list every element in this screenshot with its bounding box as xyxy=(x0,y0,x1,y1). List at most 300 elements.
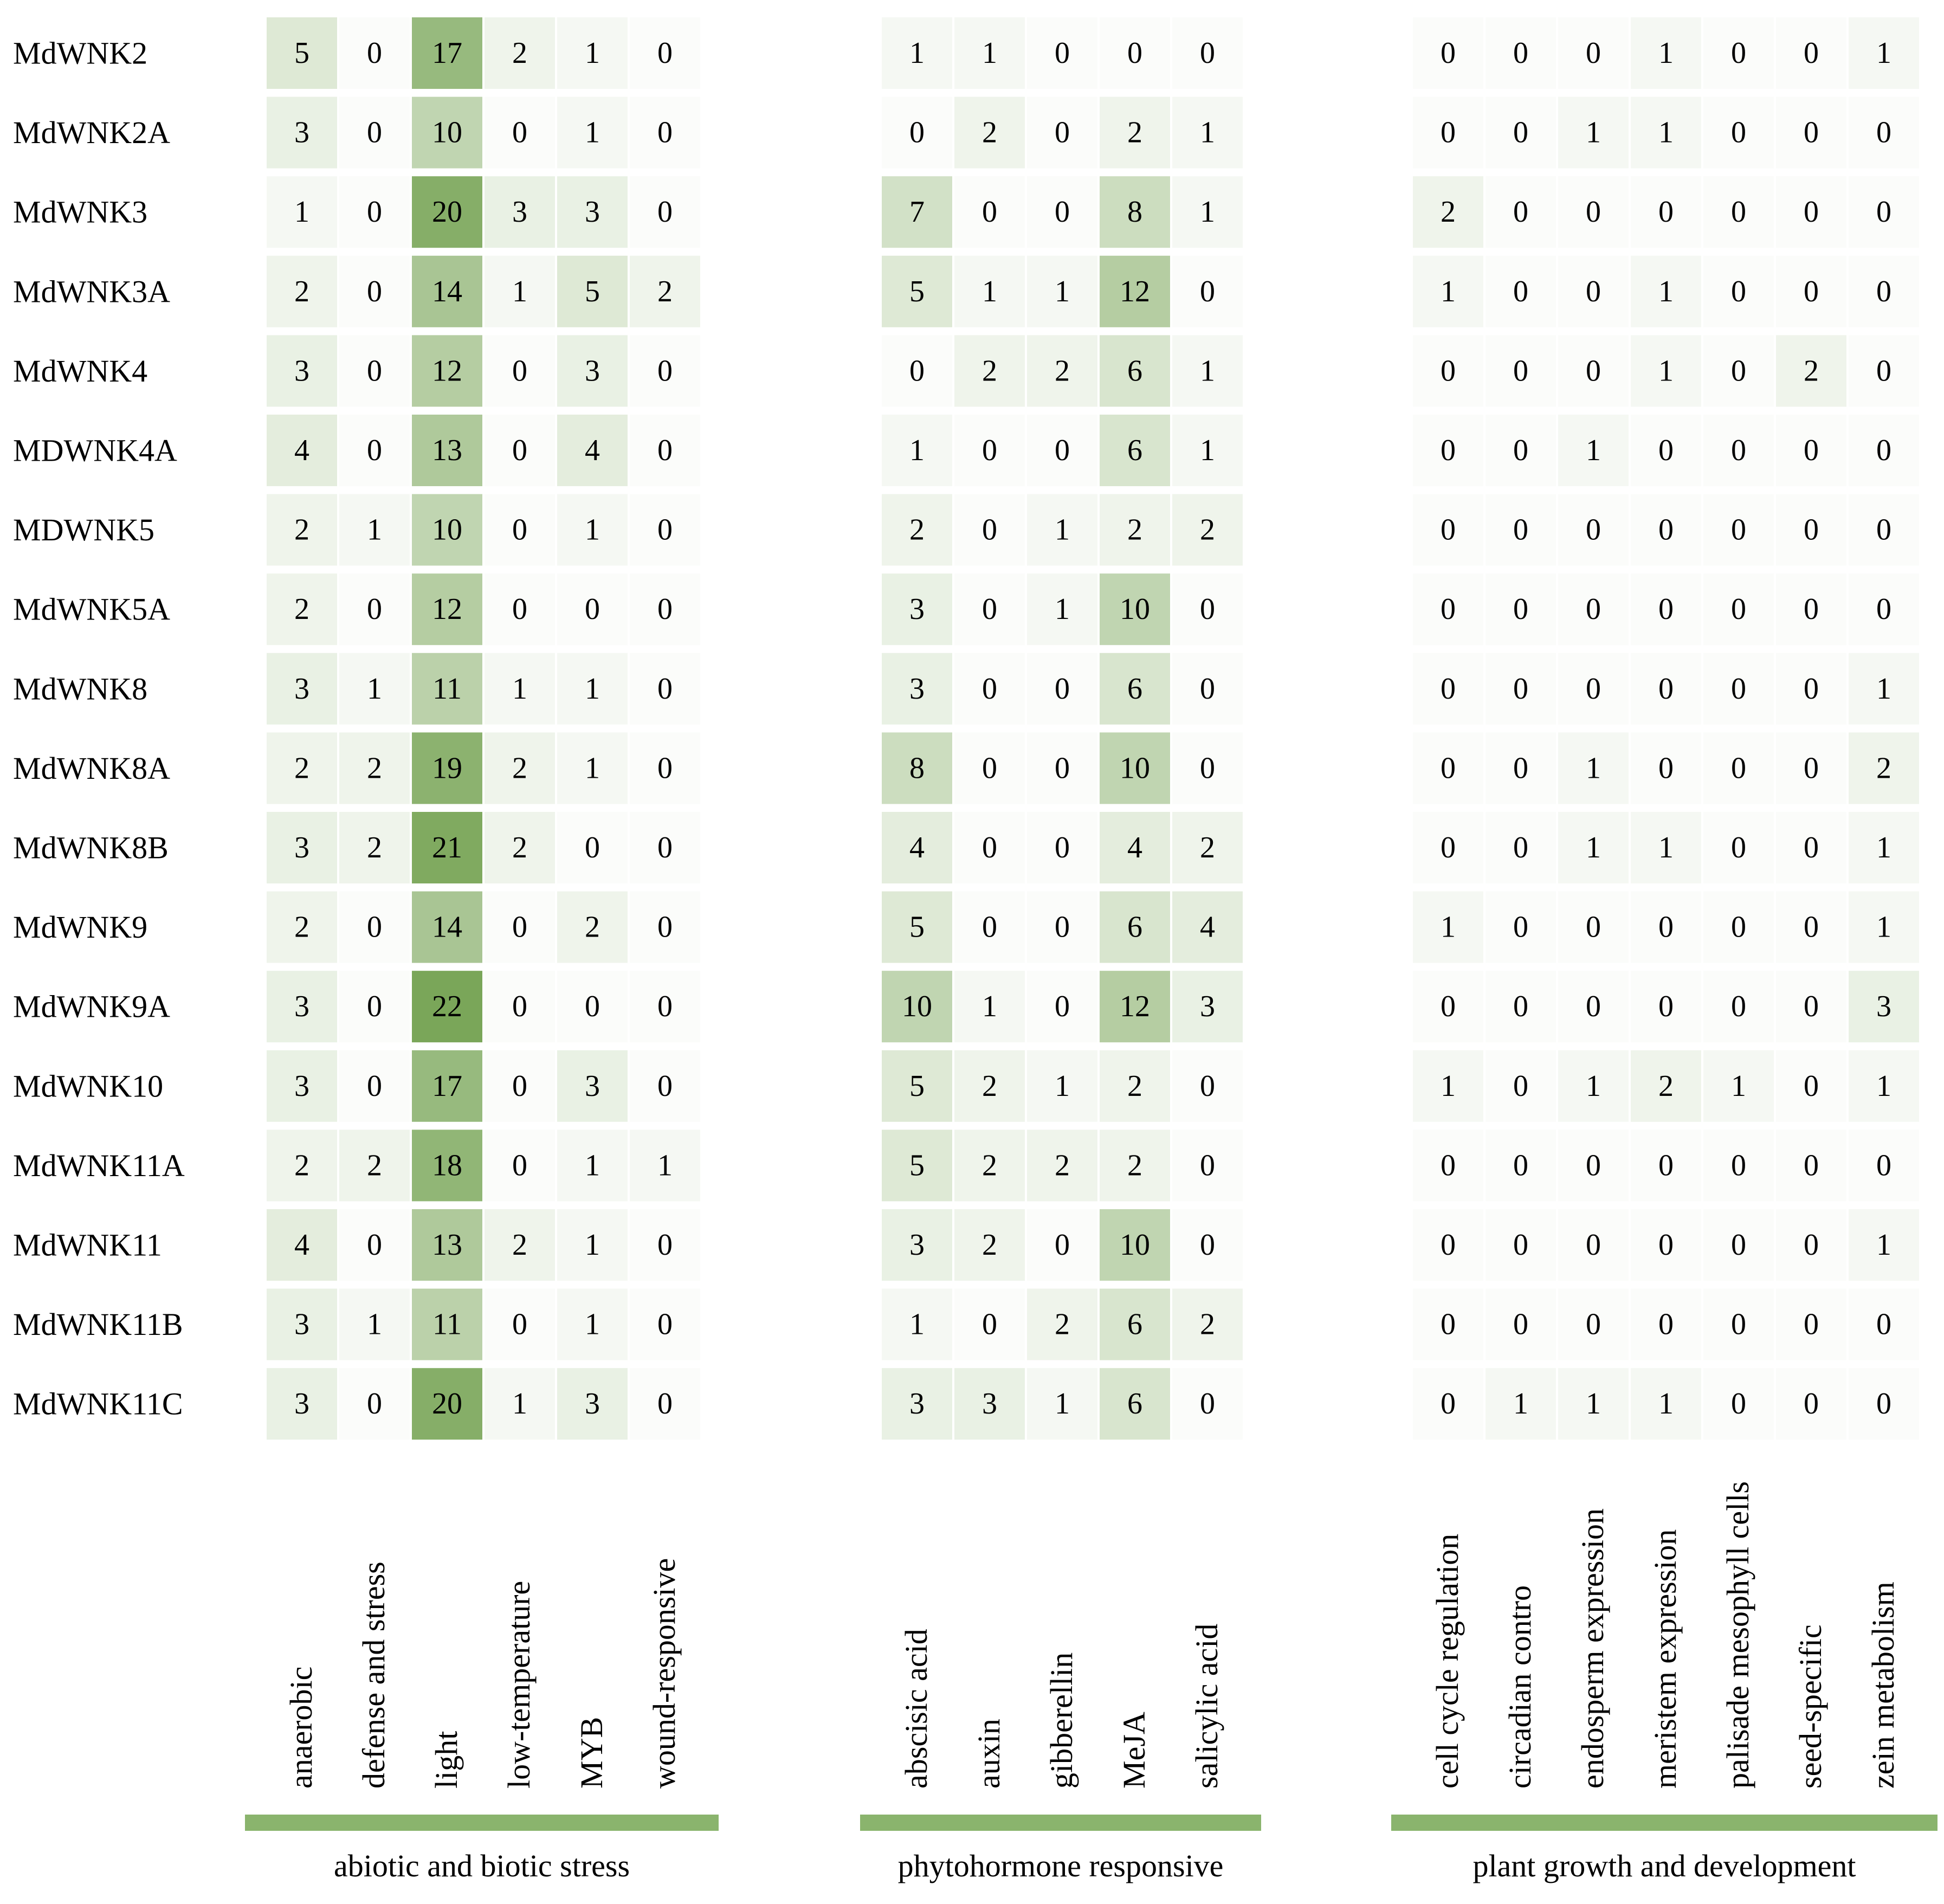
cell-value-label: 0 xyxy=(1731,354,1746,388)
cell-value-label: 2 xyxy=(1055,1307,1070,1341)
cell-value-label: 0 xyxy=(1804,672,1819,706)
cell-value-label: 10 xyxy=(1120,751,1150,785)
row-label: MDWNK5 xyxy=(13,512,154,548)
cell-value-label: 1 xyxy=(657,1148,673,1183)
cell-value-label: 0 xyxy=(657,354,673,388)
cell-value-label: 2 xyxy=(512,751,527,785)
cell-value-label: 1 xyxy=(1055,513,1070,547)
cell-value-label: 0 xyxy=(1200,36,1215,70)
cell-value-label: 0 xyxy=(1731,910,1746,944)
cell-value-label: 0 xyxy=(1804,274,1819,308)
cell-value-label: 0 xyxy=(1513,1307,1528,1341)
cell-value-label: 0 xyxy=(1804,513,1819,547)
cell-value-label: 11 xyxy=(432,672,462,706)
cell-value-label: 22 xyxy=(432,990,462,1024)
cell-value-label: 0 xyxy=(1441,990,1456,1024)
cell-value-label: 2 xyxy=(294,751,309,785)
cell-value-label: 0 xyxy=(657,1228,673,1262)
cell-value-label: 3 xyxy=(1876,990,1891,1024)
cell-value-label: 0 xyxy=(1804,751,1819,785)
cell-value-label: 1 xyxy=(1441,274,1456,308)
cell-value-label: 0 xyxy=(1513,434,1528,467)
row-label: MdWNK9 xyxy=(13,909,148,945)
cell-value-label: 0 xyxy=(367,36,382,70)
row-label: MdWNK10 xyxy=(13,1068,164,1104)
cell-value-label: 0 xyxy=(585,831,600,864)
cell-value-label: 5 xyxy=(909,910,925,944)
cell-value-label: 0 xyxy=(367,910,382,944)
cell-value-label: 0 xyxy=(657,990,673,1024)
cell-value-label: 0 xyxy=(1804,1307,1819,1341)
cell-value-label: 0 xyxy=(1200,1148,1215,1183)
row-label: MdWNK4 xyxy=(13,353,148,389)
cell-value-label: 0 xyxy=(367,1069,382,1103)
cell-value-label: 0 xyxy=(512,115,527,150)
cell-value-label: 0 xyxy=(1513,115,1528,150)
cell-value-label: 0 xyxy=(1658,513,1674,547)
cell-value-label: 0 xyxy=(909,354,925,388)
cell-value-label: 0 xyxy=(1200,274,1215,308)
cell-value-label: 0 xyxy=(1658,751,1674,785)
cell-value-label: 0 xyxy=(982,1307,997,1341)
cell-value-label: 3 xyxy=(585,1069,600,1103)
column-label: cell cycle regulation xyxy=(1430,1533,1465,1789)
cell-value-label: 0 xyxy=(1731,990,1746,1024)
cell-value-label: 0 xyxy=(1804,1148,1819,1183)
cell-value-label: 2 xyxy=(1055,1148,1070,1183)
cell-value-label: 0 xyxy=(1731,274,1746,308)
cell-value-label: 19 xyxy=(432,751,462,785)
cell-value-label: 0 xyxy=(982,513,997,547)
cell-value-label: 0 xyxy=(1876,115,1891,150)
cell-value-label: 0 xyxy=(1513,1228,1528,1262)
cell-value-label: 2 xyxy=(982,354,997,388)
row-label: MdWNK2 xyxy=(13,35,148,71)
column-label: endosperm expression xyxy=(1575,1508,1610,1789)
cell-value-label: 2 xyxy=(294,274,309,308)
cell-value-label: 2 xyxy=(294,910,309,944)
cell-value-label: 0 xyxy=(657,195,673,229)
cell-value-label: 0 xyxy=(1055,910,1070,944)
cell-value-label: 3 xyxy=(585,1387,600,1421)
cell-value-label: 0 xyxy=(1441,513,1456,547)
cell-value-label: 1 xyxy=(1200,434,1215,467)
cell-value-label: 1 xyxy=(512,274,527,308)
cell-value-label: 1 xyxy=(1586,831,1601,864)
cell-value-label: 0 xyxy=(367,1387,382,1421)
column-label: circadian contro xyxy=(1502,1585,1538,1789)
cell-value-label: 0 xyxy=(1731,751,1746,785)
cell-value-label: 0 xyxy=(1055,1228,1070,1262)
cell-value-label: 0 xyxy=(1513,910,1528,944)
cell-value-label: 0 xyxy=(1441,1228,1456,1262)
cell-value-label: 0 xyxy=(1731,831,1746,864)
cell-value-label: 0 xyxy=(1876,434,1891,467)
cell-value-label: 0 xyxy=(657,910,673,944)
cell-value-label: 0 xyxy=(1055,990,1070,1024)
cell-value-label: 0 xyxy=(982,751,997,785)
cell-value-label: 0 xyxy=(1200,672,1215,706)
cell-value-label: 0 xyxy=(1658,910,1674,944)
cell-value-label: 1 xyxy=(1055,274,1070,308)
column-label: MeJA xyxy=(1116,1712,1152,1789)
cell-value-label: 6 xyxy=(1127,1307,1142,1341)
cell-value-label: 0 xyxy=(367,274,382,308)
cell-value-label: 0 xyxy=(1200,592,1215,627)
cell-value-label: 0 xyxy=(1055,672,1070,706)
column-label: MYB xyxy=(574,1716,609,1789)
cell-value-label: 1 xyxy=(1586,434,1601,467)
cell-value-label: 0 xyxy=(1513,274,1528,308)
row-label: MdWNK3A xyxy=(13,274,170,309)
cell-value-label: 0 xyxy=(982,831,997,864)
cell-value-label: 2 xyxy=(1127,115,1142,150)
cell-value-label: 3 xyxy=(294,831,309,864)
cell-value-label: 6 xyxy=(1127,354,1142,388)
cell-value-label: 5 xyxy=(585,274,600,308)
cell-value-label: 3 xyxy=(294,1307,309,1341)
group-label: abiotic and biotic stress xyxy=(333,1848,630,1883)
cell-value-label: 2 xyxy=(1658,1069,1674,1103)
cell-value-label: 0 xyxy=(1586,1228,1601,1262)
cell-value-label: 0 xyxy=(1586,354,1601,388)
cell-value-label: 3 xyxy=(1200,990,1215,1024)
cell-value-label: 3 xyxy=(909,592,925,627)
cell-value-label: 0 xyxy=(1441,592,1456,627)
cell-value-label: 3 xyxy=(512,195,527,229)
cell-value-label: 1 xyxy=(909,1307,925,1341)
cell-value-label: 12 xyxy=(1120,274,1150,308)
cell-value-label: 2 xyxy=(367,1148,382,1183)
cell-value-label: 0 xyxy=(1731,1228,1746,1262)
cell-value-label: 0 xyxy=(1200,1387,1215,1421)
row-labels xyxy=(13,36,185,1422)
cell-value-label: 2 xyxy=(367,751,382,785)
cell-value-label: 0 xyxy=(585,592,600,627)
cell-value-label: 5 xyxy=(909,274,925,308)
cell-value-label: 0 xyxy=(1513,195,1528,229)
column-label: wound-responsive xyxy=(647,1558,682,1789)
row-label: MdWNK2A xyxy=(13,115,170,151)
cell-value-label: 12 xyxy=(432,354,462,388)
cell-value-label: 4 xyxy=(1200,910,1215,944)
cell-value-label: 0 xyxy=(1658,1228,1674,1262)
group-bar xyxy=(245,1815,719,1831)
cell-value-label: 17 xyxy=(432,1069,462,1103)
cell-value-label: 0 xyxy=(367,434,382,467)
cell-value-label: 0 xyxy=(1876,1387,1891,1421)
cell-value-label: 1 xyxy=(585,513,600,547)
column-label: light xyxy=(429,1731,464,1789)
cell-value-label: 2 xyxy=(982,1069,997,1103)
cell-value-label: 0 xyxy=(657,1307,673,1341)
column-label: abscisic acid xyxy=(899,1629,934,1789)
column-label: anaerobic xyxy=(283,1666,319,1789)
cell-value-label: 14 xyxy=(432,910,462,944)
cell-value-label: 18 xyxy=(432,1148,462,1183)
cell-value-label: 2 xyxy=(1200,831,1215,864)
cell-value-label: 0 xyxy=(1658,672,1674,706)
cell-value-label: 0 xyxy=(1876,513,1891,547)
cell-value-label: 0 xyxy=(1586,1148,1601,1183)
cell-value-label: 5 xyxy=(909,1069,925,1103)
cell-value-label: 0 xyxy=(909,115,925,150)
cell-value-label: 1 xyxy=(585,672,600,706)
cell-value-label: 0 xyxy=(982,672,997,706)
cell-value-label: 3 xyxy=(294,1069,309,1103)
cell-value-label: 0 xyxy=(1586,513,1601,547)
cell-value-label: 0 xyxy=(1441,1148,1456,1183)
cell-value-label: 0 xyxy=(657,434,673,467)
cell-value-label: 3 xyxy=(585,195,600,229)
cell-value-label: 4 xyxy=(909,831,925,864)
cell-value-label: 4 xyxy=(294,434,309,467)
cell-value-label: 1 xyxy=(1658,36,1674,70)
cell-value-label: 0 xyxy=(1876,274,1891,308)
cell-value-label: 1 xyxy=(367,672,382,706)
cell-value-label: 0 xyxy=(367,592,382,627)
row-label: MdWNK5A xyxy=(13,591,170,627)
cell-value-label: 1 xyxy=(1586,1387,1601,1421)
cell-value-label: 0 xyxy=(1441,36,1456,70)
cell-value-label: 0 xyxy=(1441,831,1456,864)
cell-value-label: 0 xyxy=(512,513,527,547)
cell-value-label: 4 xyxy=(294,1228,309,1262)
cell-value-label: 8 xyxy=(909,751,925,785)
cell-value-label: 1 xyxy=(585,115,600,150)
cell-value-label: 20 xyxy=(432,195,462,229)
cell-value-label: 0 xyxy=(1441,751,1456,785)
cell-value-label: 0 xyxy=(1586,274,1601,308)
cell-value-label: 2 xyxy=(1876,751,1891,785)
cell-value-label: 2 xyxy=(1127,513,1142,547)
cell-value-label: 1 xyxy=(1441,1069,1456,1103)
cell-value-label: 0 xyxy=(1055,36,1070,70)
cell-value-label: 0 xyxy=(1658,592,1674,627)
cell-value-label: 6 xyxy=(1127,672,1142,706)
cell-value-label: 0 xyxy=(1586,195,1601,229)
cell-value-label: 0 xyxy=(1804,990,1819,1024)
cell-value-label: 3 xyxy=(294,354,309,388)
cell-value-label: 0 xyxy=(512,434,527,467)
cell-value-label: 0 xyxy=(1804,195,1819,229)
cell-value-label: 1 xyxy=(585,1307,600,1341)
cell-value-label: 3 xyxy=(585,354,600,388)
cell-value-label: 0 xyxy=(512,990,527,1024)
cell-value-label: 1 xyxy=(1876,831,1891,864)
cell-value-label: 0 xyxy=(512,354,527,388)
cell-value-label: 2 xyxy=(982,1148,997,1183)
cell-value-label: 1 xyxy=(1658,1387,1674,1421)
cell-value-label: 1 xyxy=(585,751,600,785)
cell-value-label: 2 xyxy=(909,513,925,547)
cell-value-label: 1 xyxy=(1586,115,1601,150)
cell-value-label: 2 xyxy=(657,274,673,308)
cell-value-label: 0 xyxy=(1055,831,1070,864)
cell-value-label: 0 xyxy=(1441,1307,1456,1341)
cell-value-label: 1 xyxy=(367,1307,382,1341)
cell-value-label: 0 xyxy=(1658,1148,1674,1183)
cell-value-label: 6 xyxy=(1127,434,1142,467)
cell-value-label: 0 xyxy=(1876,592,1891,627)
cell-value-label: 2 xyxy=(1200,1307,1215,1341)
cell-value-label: 0 xyxy=(1441,434,1456,467)
cell-value-label: 1 xyxy=(982,274,997,308)
cell-value-label: 0 xyxy=(1731,36,1746,70)
cell-value-label: 2 xyxy=(512,36,527,70)
cell-value-label: 1 xyxy=(1586,1069,1601,1103)
cell-value-label: 0 xyxy=(1876,1307,1891,1341)
cell-value-label: 3 xyxy=(909,1228,925,1262)
cell-value-label: 1 xyxy=(367,513,382,547)
cell-value-label: 0 xyxy=(1513,354,1528,388)
cell-value-label: 0 xyxy=(1586,910,1601,944)
cell-value-label: 2 xyxy=(1441,195,1456,229)
cell-value-label: 0 xyxy=(1731,115,1746,150)
cell-value-label: 0 xyxy=(1731,1148,1746,1183)
column-label: zein metabolism xyxy=(1865,1582,1901,1789)
cell-value-label: 2 xyxy=(1127,1148,1142,1183)
cell-value-label: 3 xyxy=(294,115,309,150)
cell-value-label: 0 xyxy=(657,1387,673,1421)
cell-value-label: 2 xyxy=(512,831,527,864)
cell-value-label: 1 xyxy=(294,195,309,229)
column-label: gibberellin xyxy=(1044,1652,1079,1789)
cell-value-label: 1 xyxy=(1055,1387,1070,1421)
cell-value-label: 11 xyxy=(432,1307,462,1341)
cell-value-label: 0 xyxy=(1513,36,1528,70)
cell-value-label: 2 xyxy=(367,831,382,864)
cell-value-label: 0 xyxy=(1731,672,1746,706)
cell-value-label: 1 xyxy=(1441,910,1456,944)
cell-value-label: 0 xyxy=(657,751,673,785)
row-label: MdWNK11C xyxy=(13,1386,183,1422)
cell-value-label: 0 xyxy=(1731,1387,1746,1421)
cell-value-label: 1 xyxy=(1876,36,1891,70)
cell-value-label: 0 xyxy=(1731,195,1746,229)
cell-value-label: 0 xyxy=(1658,434,1674,467)
cell-value-label: 1 xyxy=(1055,592,1070,627)
cell-value-label: 0 xyxy=(1513,751,1528,785)
cell-value-label: 2 xyxy=(512,1228,527,1262)
cell-value-label: 0 xyxy=(1876,195,1891,229)
cell-value-label: 0 xyxy=(512,592,527,627)
cell-value-label: 0 xyxy=(1586,672,1601,706)
cell-value-label: 0 xyxy=(1804,1069,1819,1103)
cell-value-label: 2 xyxy=(982,115,997,150)
row-label: MdWNK11A xyxy=(13,1147,185,1183)
cell-value-label: 0 xyxy=(657,36,673,70)
cell-value-label: 0 xyxy=(1804,1228,1819,1262)
cell-value-label: 1 xyxy=(1200,195,1215,229)
cell-value-label: 2 xyxy=(1055,354,1070,388)
cell-value-label: 0 xyxy=(1055,115,1070,150)
cell-value-label: 10 xyxy=(432,513,462,547)
cell-value-label: 2 xyxy=(585,910,600,944)
cell-value-label: 0 xyxy=(1513,990,1528,1024)
cell-value-label: 0 xyxy=(982,592,997,627)
cell-value-label: 3 xyxy=(909,672,925,706)
cell-value-label: 0 xyxy=(1055,195,1070,229)
cell-value-label: 12 xyxy=(1120,990,1150,1024)
column-label: auxin xyxy=(971,1719,1006,1789)
cell-value-label: 1 xyxy=(1876,672,1891,706)
cell-value-label: 0 xyxy=(585,990,600,1024)
row-label: MdWNK11B xyxy=(13,1307,183,1343)
cell-value-label: 0 xyxy=(1127,36,1142,70)
cell-value-label: 0 xyxy=(1055,434,1070,467)
cell-value-label: 0 xyxy=(1441,1387,1456,1421)
cell-value-label: 0 xyxy=(1731,592,1746,627)
cell-value-label: 4 xyxy=(585,434,600,467)
cell-value-label: 0 xyxy=(1804,592,1819,627)
cell-value-label: 0 xyxy=(1586,1307,1601,1341)
cell-value-label: 1 xyxy=(909,36,925,70)
cell-value-label: 0 xyxy=(1441,115,1456,150)
cell-value-label: 4 xyxy=(1127,831,1142,864)
column-label: defense and stress xyxy=(356,1561,391,1789)
cell-value-label: 2 xyxy=(1127,1069,1142,1103)
cell-value-label: 0 xyxy=(657,115,673,150)
cell-value-label: 0 xyxy=(1513,1148,1528,1183)
cell-value-label: 1 xyxy=(1731,1069,1746,1103)
cell-value-label: 1 xyxy=(1876,1069,1891,1103)
cell-value-label: 1 xyxy=(512,672,527,706)
cell-value-label: 5 xyxy=(294,36,309,70)
row-label: MdWNK8 xyxy=(13,671,148,707)
cell-value-label: 1 xyxy=(585,1228,600,1262)
cell-value-label: 0 xyxy=(1804,831,1819,864)
cell-value-label: 0 xyxy=(367,195,382,229)
cell-value-label: 0 xyxy=(657,513,673,547)
cell-value-label: 0 xyxy=(1513,592,1528,627)
group-bar xyxy=(860,1815,1261,1831)
cell-value-label: 0 xyxy=(1200,1069,1215,1103)
cell-value-label: 10 xyxy=(902,990,932,1024)
cell-value-label: 0 xyxy=(1586,592,1601,627)
cell-value-label: 0 xyxy=(1658,1307,1674,1341)
cell-value-label: 3 xyxy=(982,1387,997,1421)
column-label: low-temperature xyxy=(501,1580,537,1789)
cell-value-label: 0 xyxy=(367,115,382,150)
cell-value-label: 0 xyxy=(657,672,673,706)
cell-value-label: 13 xyxy=(432,1228,462,1262)
cell-value-label: 0 xyxy=(1586,36,1601,70)
cell-value-label: 0 xyxy=(1513,672,1528,706)
cell-value-label: 0 xyxy=(1731,1307,1746,1341)
cell-value-label: 0 xyxy=(1055,751,1070,785)
group-bars xyxy=(245,1815,1937,1883)
cell-value-label: 0 xyxy=(1658,990,1674,1024)
column-label: palisade mesophyll cells xyxy=(1720,1481,1755,1789)
cell-value-label: 3 xyxy=(294,990,309,1024)
cell-value-label: 0 xyxy=(367,990,382,1024)
cell-value-label: 1 xyxy=(982,990,997,1024)
cell-value-label: 13 xyxy=(432,434,462,467)
cell-value-label: 0 xyxy=(1586,990,1601,1024)
cell-value-label: 0 xyxy=(1804,910,1819,944)
column-label: salicylic acid xyxy=(1189,1623,1224,1789)
cell-value-label: 0 xyxy=(1804,1387,1819,1421)
cell-value-label: 1 xyxy=(1876,910,1891,944)
row-label: MdWNK3 xyxy=(13,194,148,230)
column-label: meristem expression xyxy=(1648,1529,1683,1789)
cell-value-label: 1 xyxy=(512,1387,527,1421)
cell-value-label: 10 xyxy=(1120,592,1150,627)
cell-value-label: 14 xyxy=(432,274,462,308)
cell-value-label: 0 xyxy=(367,1228,382,1262)
cell-value-label: 0 xyxy=(1658,195,1674,229)
